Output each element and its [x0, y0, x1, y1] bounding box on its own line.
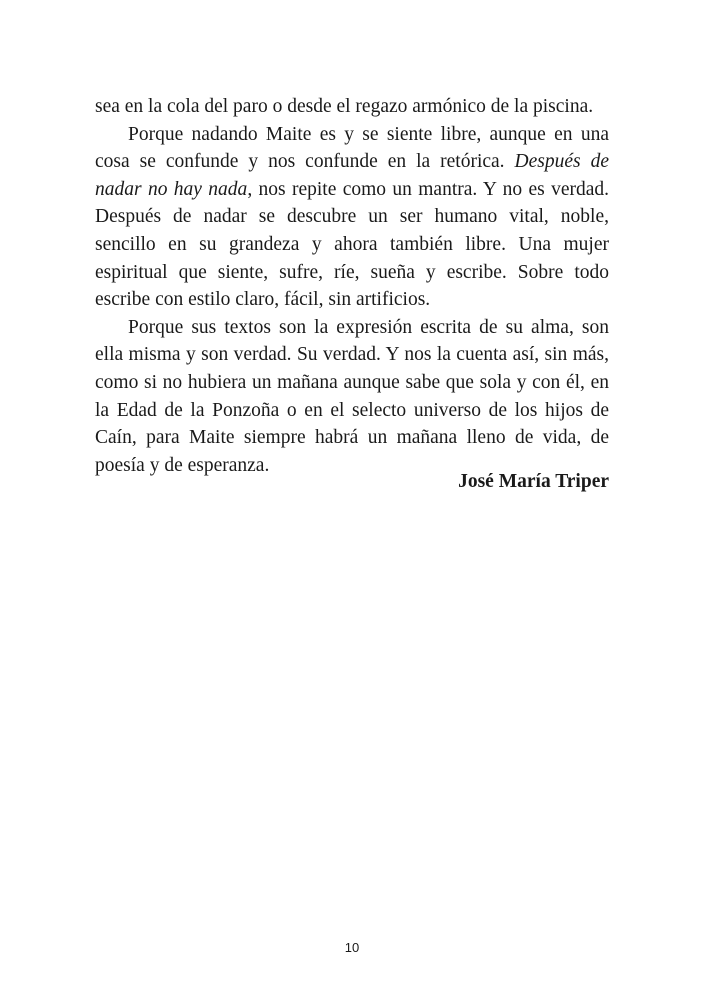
body-text: [95, 93, 609, 479]
paragraph-3-text: Porque sus textos son la expresión escrita de su alma, son ella misma y son verdad. Su verdad. Y nos la cuenta así, sin más, como si no hubiera un mañana aunque sabe que sola y con él, en la Edad de la Ponzoña o en el selecto universo de los hijos de Caín, para Maite siempre habrá un mañana lleno de vida, de poesía y de esperanza.: [95, 316, 609, 476]
page-number: 10: [344, 940, 360, 955]
paragraph-3: [95, 314, 609, 480]
paragraph-2-text-start: Porque nadando Maite es y se siente libre, aunque en una cosa se confunde y nos confunde en la retórica.: [95, 123, 609, 173]
paragraph-2: [95, 121, 609, 314]
paragraph-2-text-end: , nos repite como un mantra. Y no es verdad. Después de nadar se descubre un ser humano vital, noble, sencillo en su grandeza y ahora también libre. Una mujer espiritual que siente, sufre, ríe, sueña y escribe. Sobre todo escribe con estilo claro, fácil, sin artificios.: [95, 178, 609, 311]
author-signature: José María Triper: [458, 471, 609, 492]
paragraph-2-italic-quote: Después de nadar no hay nada: [95, 151, 609, 200]
paragraph-1-text: sea en la cola del paro o desde el regazo armónico de la piscina.: [95, 96, 594, 117]
paragraph-1: [95, 93, 609, 121]
